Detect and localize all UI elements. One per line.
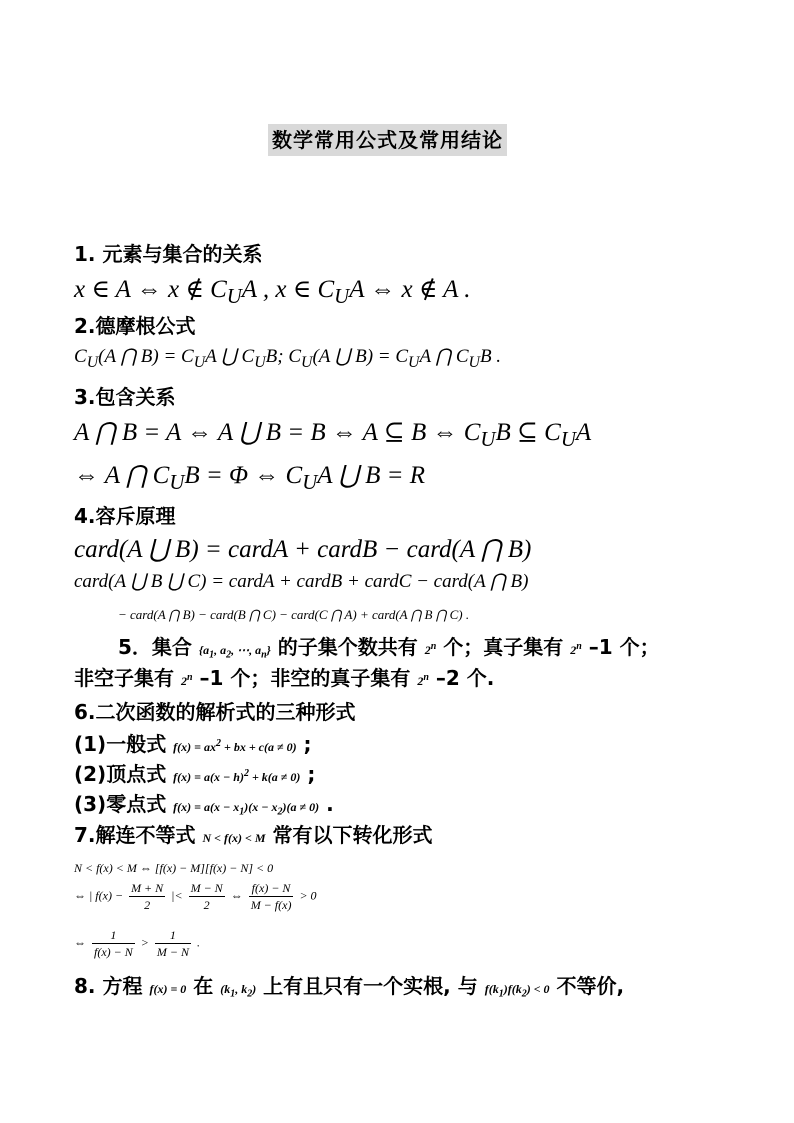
section-1-formula: x ∈ A ⇔ x ∉ $C_UA$ , x ∈ $C_UA$ ⇔ x ∉ A . — [74, 276, 471, 308]
section-6-heading: 6.二次函数的解析式的三种形式 — [74, 700, 356, 724]
section-5-line-1: 5．集合 {$a_1$, $a_2$, ⋯, $a_n$} 的子集个数共有 2$^n$ 个；真子集有 2$^n$ –1 个； — [118, 635, 660, 661]
section-7-heading: 7.解连不等式 N < f(x) < M 常有以下转化形式 — [74, 823, 433, 847]
section-3-formula-1: A ⋂ B = A ⇔ A ⋃ B = B ⇔ A ⊆ B ⇔ $C_UB$ ⊆ $C_UA$ — [74, 419, 592, 451]
section-3-heading: 3.包含关系 — [74, 385, 176, 409]
section-2-heading: 2.德摩根公式 — [74, 314, 196, 338]
section-4-formula-3: − card(A ⋂ B) − card(B ⋂ C) − card(C ⋂ A) + card(A ⋂ B ⋂ C) . — [118, 607, 470, 622]
section-8-line-1: 8. 方程 f(x) = 0 在 ($k_1$, $k_2$) 上有且只有一个实根, 与 $f(k_1)f(k_2) < 0$ 不等价, — [74, 974, 625, 1000]
section-7-formula-1: N < f(x) < M ⇔ [f(x) − M][f(x) − N] < 0 — [74, 861, 274, 875]
section-5-line-2: 非空子集有 2$^n$ –1 个；非空的真子集有 2$^n$ –2 个. — [74, 666, 495, 690]
section-7-formula-3: ⇔ $\frac{1}{f(x) - N}$ > $\frac{1}{M - N}$ . — [74, 928, 200, 959]
section-6-item-3: (3)零点式 $f(x) = a(x - x_1)(x - x_2)(a \ne 0)$ . — [74, 792, 334, 818]
section-7-formula-2: ⇔ | f(x) − $\frac{M + N}{2}$ |< $\frac{M - N}{2}$ ⇔ $\frac{f(x) - N}{M - f(x)}$ > 0 — [74, 881, 317, 912]
section-6-item-2: (2)顶点式 $f(x) = a(x - h)^2 + k(a \ne 0)$ ; — [74, 762, 316, 786]
section-3-formula-2: ⇔ A ⋂ $C_UB = \Phi$ ⇔ $C_UA$ ⋃ B = R — [74, 462, 426, 494]
page-title: 数学常用公式及常用结论 — [268, 124, 507, 156]
section-4-heading: 4.容斥原理 — [74, 504, 176, 528]
section-4-formula-2: card(A ⋃ B ⋃ C) = cardA + cardB + cardC − card(A ⋂ B) — [74, 571, 529, 592]
section-6-item-1: (1)一般式 $f(x) = ax^2$ + bx + c(a ≠ 0) ; — [74, 732, 312, 756]
section-1-heading: 1. 元素与集合的关系 — [74, 242, 263, 266]
section-4-formula-1: card(A ⋃ B) = cardA + cardB − card(A ⋂ B) — [74, 536, 532, 563]
section-2-formula: $C_U(A$ ⋂ $B) = C_UA$ ⋃ $C_UB$; $C_U(A$ ⋃ $B) = C_UA$ ⋂ $C_UB$ . — [74, 346, 502, 371]
